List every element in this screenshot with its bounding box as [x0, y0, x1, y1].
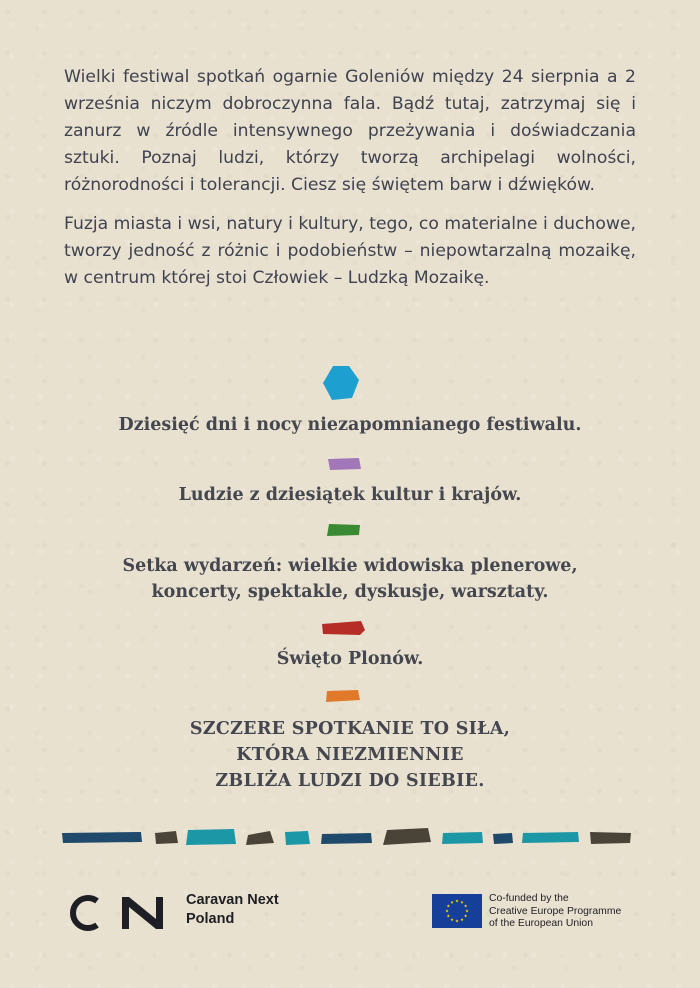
- caravan-next-logo-icon: [64, 893, 174, 933]
- eu-line-2: Creative Europe Programme: [489, 905, 622, 917]
- mosaic-piece: [383, 828, 431, 845]
- brand-name: [186, 891, 279, 929]
- mosaic-divider: [0, 826, 700, 850]
- mosaic-piece: [285, 831, 310, 845]
- highlight-festival-days: Dziesięć dni i nocy niezapomnianego festiwalu.: [118, 415, 582, 435]
- mosaic-piece: [62, 832, 142, 843]
- mosaic-piece: [590, 832, 631, 844]
- mosaic-piece: [186, 829, 236, 845]
- motto-line-1: SZCZERE SPOTKANIE TO SIŁA,: [189, 719, 511, 739]
- eu-flag-icon: [432, 894, 482, 928]
- mosaic-piece: [321, 833, 372, 844]
- motto-line-2: KTÓRA NIEZMIENNIE: [236, 745, 464, 765]
- blue-gem-icon: [322, 365, 360, 401]
- green-dash-icon: [326, 523, 362, 537]
- intro-paragraph-1: Wielki festiwal spotkań ogarnie Goleniów między 24 sierpnia a 2 września niczym dobroczynna fala. Bądź tutaj, zatrzymaj się i zanurz w źródle intensywnego przeżywania i doświadczania sztuki. Poznaj ludzi, którzy tworzą archipelagi wolności, różnorodności i tolerancji. Ciesz się świętem barw i dźwięków.: [64, 67, 636, 195]
- intro-paragraph-2: Fuzja miasta i wsi, natury i kultury, tego, co materialne i duchowe, tworzy jedność z różnic i podobieństw – niepowtarzalną mozaikę, w centrum której stoi Człowiek – Ludzką Mozaikę.: [64, 214, 636, 288]
- highlight-events-line-2: koncerty, spektakle, dyskusje, warsztaty.: [151, 582, 549, 602]
- motto-line-3: ZBLIŻA LUDZI DO SIEBIE.: [215, 771, 485, 791]
- highlight-events-line-1: Setka wydarzeń: wielkie widowiska plenerowe,: [122, 556, 578, 576]
- red-dash-icon: [320, 620, 366, 636]
- eu-cofunding-note: [489, 893, 621, 931]
- mosaic-piece: [493, 833, 513, 844]
- purple-dash-icon: [326, 457, 362, 471]
- highlight-harvest-festival: Święto Plonów.: [276, 649, 424, 669]
- brand-line-1: Caravan Next: [186, 892, 279, 908]
- mosaic-piece: [246, 831, 274, 845]
- highlight-cultures: Ludzie z dziesiątek kultur i krajów.: [178, 485, 522, 505]
- brand-line-2: Poland: [186, 911, 235, 927]
- eu-line-3: of the European Union: [489, 918, 593, 929]
- eu-line-1: Co-funded by the: [489, 893, 569, 904]
- intro-text: [64, 64, 636, 304]
- mosaic-piece: [155, 831, 178, 844]
- mosaic-piece: [442, 832, 483, 844]
- orange-dash-icon: [325, 689, 361, 703]
- mosaic-piece: [522, 832, 579, 843]
